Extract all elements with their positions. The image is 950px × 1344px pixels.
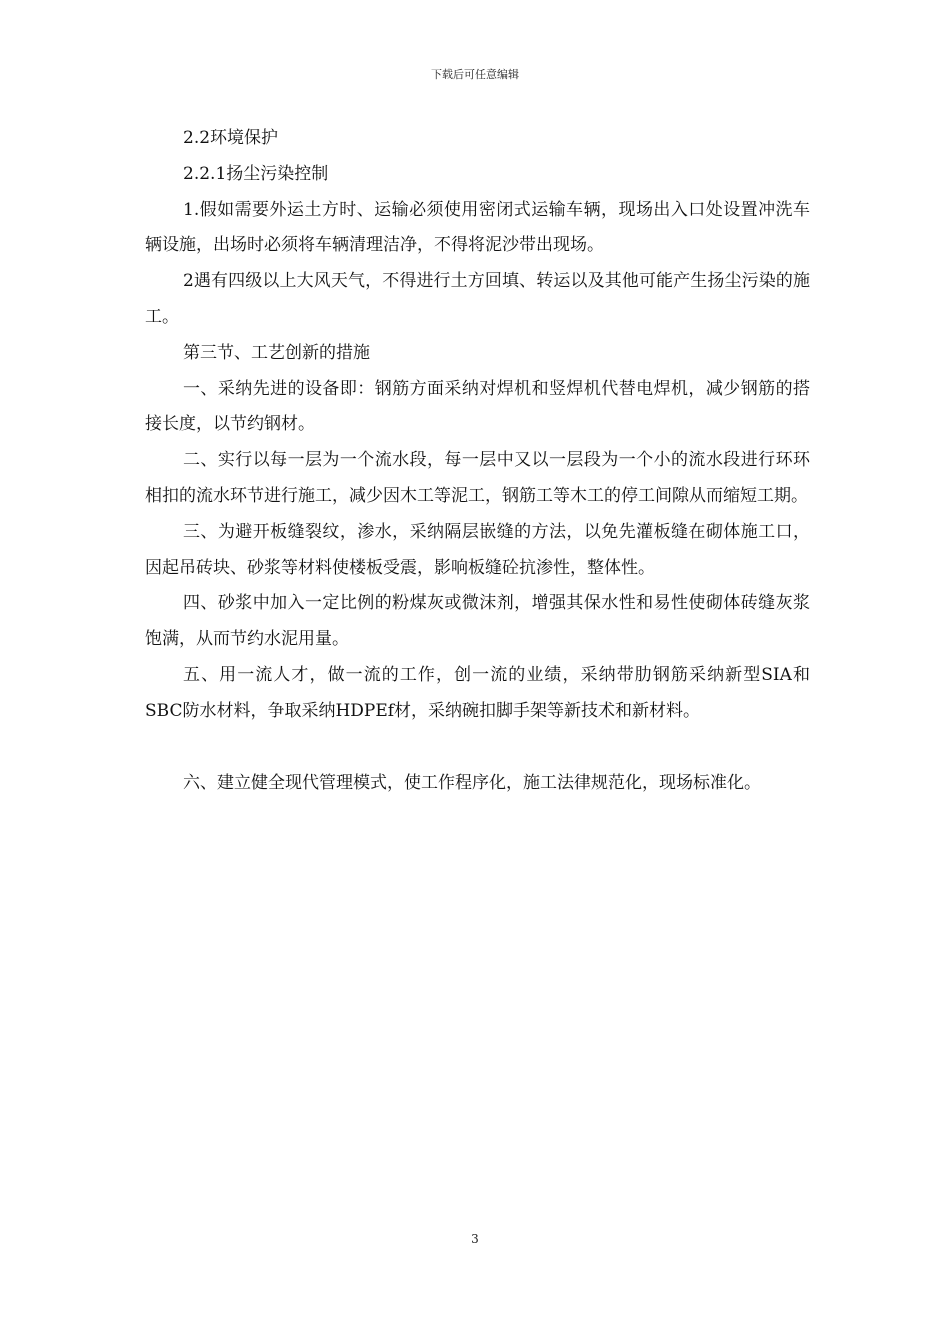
paragraph-transport: 1.假如需要外运土方时、运输必须使用密闭式运输车辆，现场出入口处设置冲洗车辆设施，出场时必须将车辆清理洁净，不得将泥沙带出现场。	[145, 199, 810, 256]
section-heading-innovation: 第三节、工艺创新的措施	[183, 342, 370, 363]
paragraph-wind: 2遇有四级以上大风天气，不得进行土方回填、转运以及其他可能产生扬尘污染的施工。	[145, 271, 810, 327]
paragraph-item-1: 一、采纳先进的设备即：钢筋方面采纳对焊机和竖焊机代替电焊机，减少钢筋的搭接长度，以节约钢材。	[145, 378, 810, 435]
section-heading-environment: 2.2环境保护	[183, 128, 279, 148]
paragraph-item-2: 二、实行以每一层为一个流水段，每一层中又以一层段为一个小的流水段进行环环相扣的流水环节进行施工，减少因木工等泥工，钢筋工等木工的停工间隙从而缩短工期。	[145, 450, 810, 506]
paragraph-item-4: 四、砂浆中加入一定比例的粉煤灰或微沫剂，增强其保水性和易性使砌体砖缝灰浆饱满，从而节约水泥用量。	[145, 593, 810, 650]
paragraph-item-6: 六、建立健全现代管理模式，使工作程序化，施工法律规范化，现场标准化。	[183, 772, 761, 793]
blank-line	[145, 730, 810, 766]
page-header: 下载后可任意编辑	[431, 68, 519, 81]
paragraph-item-5: 五、用一流人才，做一流的工作，创一流的业绩，采纳带肋钢筋采纳新型SIA和SBC防水材料，争取采纳HDPEf材，采纳碗扣脚手架等新技术和新材料。	[145, 664, 810, 721]
subsection-heading-dust-control: 2.2.1扬尘污染控制	[183, 163, 329, 184]
paragraph-item-3: 三、为避开板缝裂纹，渗水，采纳隔层嵌缝的方法，以免先灌板缝在砌体施工口，因起吊砖块、砂浆等材料使楼板受震，影响板缝砼抗渗性，整体性。	[145, 521, 810, 578]
document-body	[145, 121, 810, 801]
page-number: 3	[471, 1232, 479, 1246]
